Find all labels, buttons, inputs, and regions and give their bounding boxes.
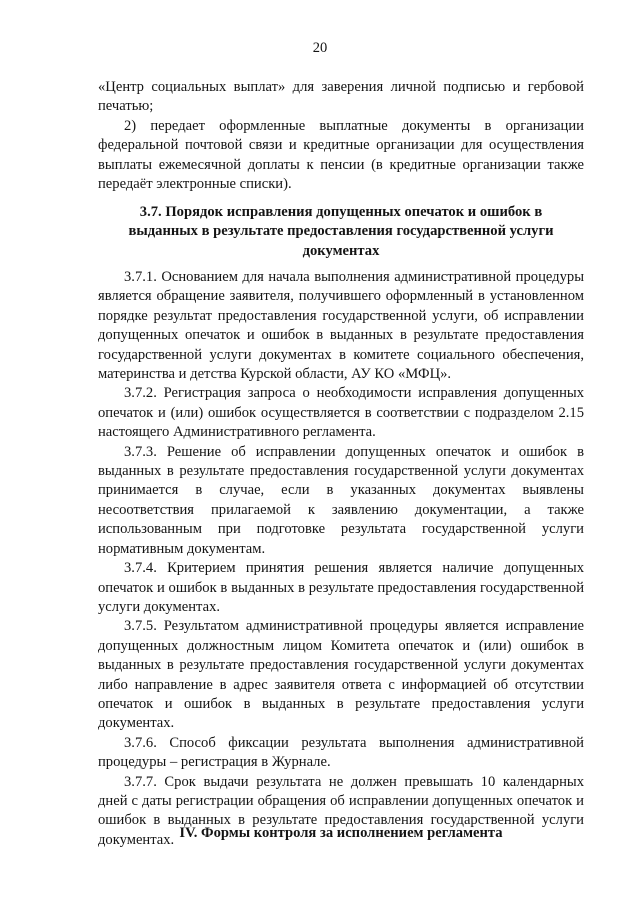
- paragraph-3-7-3: 3.7.3. Решение об исправлении допущенных опечаток и ошибок в выданных в результате предоставления государственной услуги документах принимается в случае, если в указанных документах выявлены несоответствия прилагаемой к заявлению документации, а также использованным при подготовке результата государственной услуги нормативным документам.: [98, 443, 584, 557]
- intro-paragraph-1: «Центр социальных выплат» для заверения личной подписью и гербовой печатью;: [98, 79, 584, 115]
- paragraph-3-7-7: 3.7.7. Срок выдачи результата не должен превышать 10 календарных дней с даты регистрации обращения об исправлении допущенных опечаток и ошибок в выданных в результате предоставления государственной услуги документах.: [98, 773, 584, 848]
- intro-paragraph-2: 2) передает оформленные выплатные документы в организации федеральной почтовой связи и кредитные организации для осуществления выплаты ежемесячной доплаты к пенсии (в кредитные организации также передаёт электронные списки).: [98, 117, 584, 193]
- paragraph-3-7-1: 3.7.1. Основанием для начала выполнения административной процедуры является обращение заявителя, получившего оформленный в установленном порядке результат предоставления государственной услуги, об исправлении допущенных опечаток и ошибок в выданных в результате предоставления государственной услуги документах в комитете социального обеспечения, материнства и детства Курской области, АУ КО «МФЦ».: [98, 269, 584, 383]
- paragraph-3-7-2: 3.7.2. Регистрация запроса о необходимости исправления допущенных опечаток и (или) ошибок осуществляется в соответствии с подразделом 2.15 настоящего Административного регламента.: [98, 385, 584, 441]
- body-block: [98, 268, 584, 850]
- subsection-title-line-3: документах: [302, 242, 380, 259]
- page-number: 20: [312, 40, 328, 56]
- subsection-title-line-1: 3.7. Порядок исправления допущенных опечаток и ошибок в: [139, 204, 543, 220]
- subsection-title: [98, 203, 584, 261]
- paragraph-3-7-5: 3.7.5. Результатом административной процедуры является исправление допущенных должностным лицом Комитета опечаток и (или) ошибок в выданных в результате предоставления государственной услуги документах либо направление в адрес заявителя ответа с информацией об отсутствии опечаток и ошибок в выданных в результате предоставления услуги документах.: [98, 618, 584, 732]
- subsection-title-line-2: выданных в результате предоставления государственной услуги: [128, 223, 554, 240]
- intro-block: [98, 78, 584, 194]
- paragraph-3-7-6: 3.7.6. Способ фиксации результата выполнения административной процедуры – регистрация в Журнале.: [98, 734, 584, 771]
- paragraph-3-7-4: 3.7.4. Критерием принятия решения является наличие допущенных опечаток и ошибок в выданных в результате предоставления государственной услуги документах.: [98, 560, 584, 615]
- section-title: IV. Формы контроля за исполнением регламента: [179, 825, 503, 841]
